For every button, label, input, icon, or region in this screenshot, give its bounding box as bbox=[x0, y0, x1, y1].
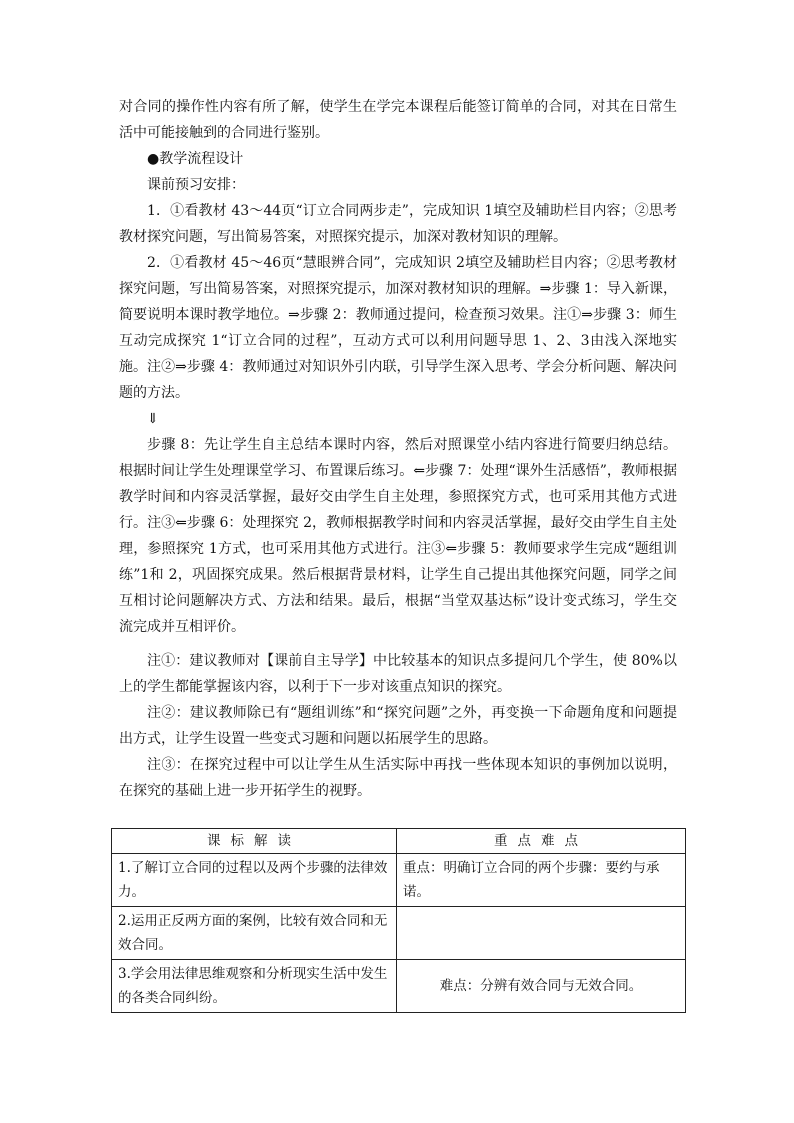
note-1: 注①：建议教师对【课前自主导学】中比较基本的知识点多提问几个学生，使 80%以上的学生都能掌握该内容，以利于下一步对该重点知识的探究。 bbox=[119, 653, 677, 695]
curriculum-table bbox=[111, 828, 686, 1013]
table-row bbox=[112, 907, 686, 960]
section-title: ●教学流程设计 bbox=[147, 151, 244, 167]
table-cell: 3.学会用法律思维观察和分析现实生活中发生的各类合同纠纷。 bbox=[112, 960, 397, 1013]
document-body bbox=[119, 94, 677, 804]
table-cell: 2.运用正反两方面的案例，比较有效合同和无效合同。 bbox=[112, 907, 397, 960]
table-cell: 1.了解订立合同的过程以及两个步骤的法律效力。 bbox=[112, 854, 397, 907]
pre-study-label: 课前预习安排： bbox=[147, 177, 245, 193]
notes-section bbox=[119, 648, 677, 804]
table-cell: 重点：明确订立合同的两个步骤：要约与承诺。 bbox=[397, 854, 686, 907]
note-2: 注②：建议教师除已有“题组训练”和“探究问题”之外，再变换一下命题角度和问题提出方式，让学生设置一些变式习题和问题以拓展学生的思路。 bbox=[119, 705, 677, 747]
table-cell bbox=[397, 907, 686, 960]
table-header-key-points: 重点难点 bbox=[397, 829, 686, 854]
table-row bbox=[112, 854, 686, 907]
table-header-row bbox=[112, 829, 686, 854]
note-3: 注③：在探究过程中可以让学生从生活实际中再找一些体现本知识的事例加以说明，在探究的基础上进一步开拓学生的视野。 bbox=[119, 757, 677, 799]
down-arrow-icon: ⇓ bbox=[147, 411, 159, 427]
steps-paragraph: 步骤 8：先让学生自主总结本课时内容，然后对照课堂小结内容进行简要归纳总结。根据时间让学生处理课堂学习、布置课后练习。⇐步骤 7：处理“课外生活感悟”，教师根据教学时间和内容灵活掌握，最好交由学生自主处理，参照探究方式，也可采用其他方式进行。注③⇐步骤 6：处理探究 2，教师根据教学时间和内容灵活掌握，最好交由学生自主处理，参照探究 1方式，也可采用其他方式进行。注③⇐步骤 5：教师要求学生完成“题组训练”1和 2，巩固探究成果。然后根据背景材料，让学生自己提出其他探究问题，同学之间互相讨论问题解决方式、方法和结果。最后，根据“当堂双基达标”设计变式练习，学生交流完成并互相评价。 bbox=[119, 437, 677, 635]
table-header-standards: 课标解读 bbox=[112, 829, 397, 854]
pre-study-item-1: 1．①看教材 43～44页“订立合同两步走”，完成知识 1填空及辅助栏目内容；②思考教材探究问题，写出简易答案，对照探究提示，加深对教材知识的理解。 bbox=[119, 203, 677, 245]
table-cell: 难点：分辨有效合同与无效合同。 bbox=[397, 960, 686, 1013]
intro-paragraph: 对合同的操作性内容有所了解，使学生在学完本课程后能签订简单的合同，对其在日常生活中可能接触到的合同进行鉴别。 bbox=[119, 99, 677, 141]
table-row bbox=[112, 960, 686, 1013]
pre-study-item-2: 2．①看教材 45～46页“慧眼辨合同”，完成知识 2填空及辅助栏目内容；②思考教材探究问题，写出简易答案，对照探究提示，加深对教材知识的理解。⇒步骤 1：导入新课，简要说明本课时教学地位。⇒步骤 2：教师通过提问，检查预习效果。注①⇒步骤 3：师生互动完成探究 1“订立合同的过程”，互动方式可以利用问题导思 1、2、3由浅入深地实施。注②⇒步骤 4：教师通过对知识外引内联，引导学生深入思考、学会分析问题、解决问题的方法。 bbox=[119, 255, 677, 401]
